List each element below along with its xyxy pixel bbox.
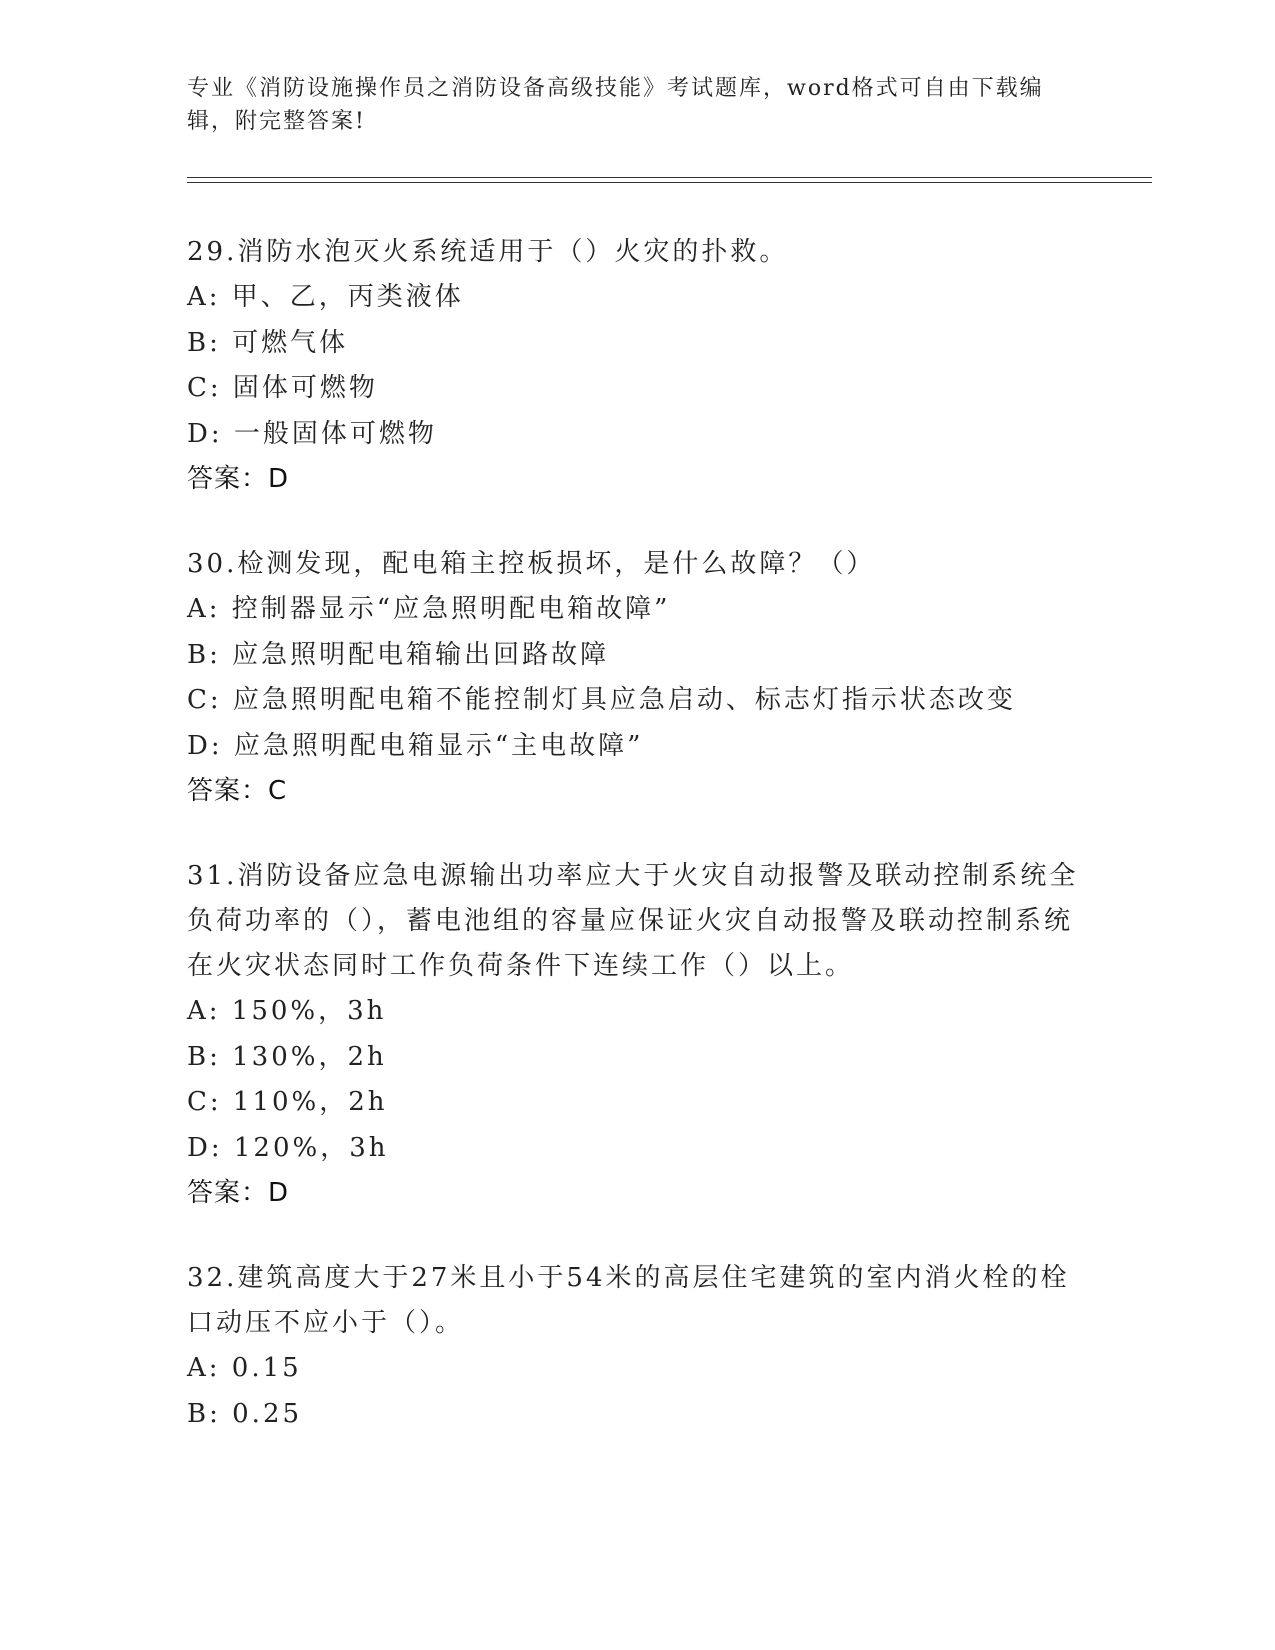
- option-d: D: 应急照明配电箱显示“主电故障”: [187, 730, 644, 761]
- question-stem: 32.建筑高度大于27米且小于54米的高层住宅建筑的室内消火栓的栓口动压不应小于（）。: [187, 1263, 1070, 1338]
- answer-line: 答案：D: [187, 1178, 290, 1208]
- question-29: [187, 230, 1087, 502]
- question-31: [187, 854, 1087, 1216]
- option-b: B: 0.25: [187, 1398, 303, 1429]
- question-stem: 30.检测发现，配电箱主控板损坏，是什么故障？（）: [187, 549, 876, 579]
- option-b: B: 130%，2h: [187, 1041, 387, 1072]
- header-rule-top: [187, 177, 1152, 178]
- option-a: A: 甲、乙，丙类液体: [187, 282, 464, 312]
- question-30: [187, 542, 1087, 814]
- question-32: [187, 1256, 1087, 1437]
- option-c: C: 应急照明配电箱不能控制灯具应急启动、标志灯指示状态改变: [187, 685, 1016, 715]
- option-d: D: 120%，3h: [187, 1132, 389, 1163]
- question-list: [187, 230, 1087, 1477]
- option-d: D: 一般固体可燃物: [187, 418, 437, 449]
- option-b: B: 应急照明配电箱输出回路故障: [187, 639, 610, 670]
- option-c: C: 固体可燃物: [187, 373, 378, 403]
- document-header: [187, 72, 1067, 138]
- option-a: A: 控制器显示“应急照明配电箱故障”: [187, 594, 671, 624]
- question-stem: 29.消防水泡灭火系统适用于（）火灾的扑救。: [187, 237, 789, 267]
- option-a: A: 0.15: [187, 1353, 302, 1383]
- answer-line: 答案：C: [187, 776, 288, 806]
- option-c: C: 110%，2h: [187, 1087, 388, 1117]
- question-stem: 31.消防设备应急电源输出功率应大于火灾自动报警及联动控制系统全负荷功率的（），蓄电池组的容量应保证火灾自动报警及联动控制系统在火灾状态同时工作负荷条件下连续工作（）以上。: [187, 861, 1079, 981]
- header-rule-bottom: [187, 182, 1152, 183]
- header-line-1: 专业《消防设施操作员之消防设备高级技能》考试题库，word格式可自由下载编: [187, 76, 1044, 101]
- header-line-2: 辑，附完整答案!: [187, 109, 366, 134]
- answer-line: 答案：D: [187, 464, 290, 494]
- option-b: B: 可燃气体: [187, 327, 349, 358]
- option-a: A: 150%，3h: [187, 996, 387, 1026]
